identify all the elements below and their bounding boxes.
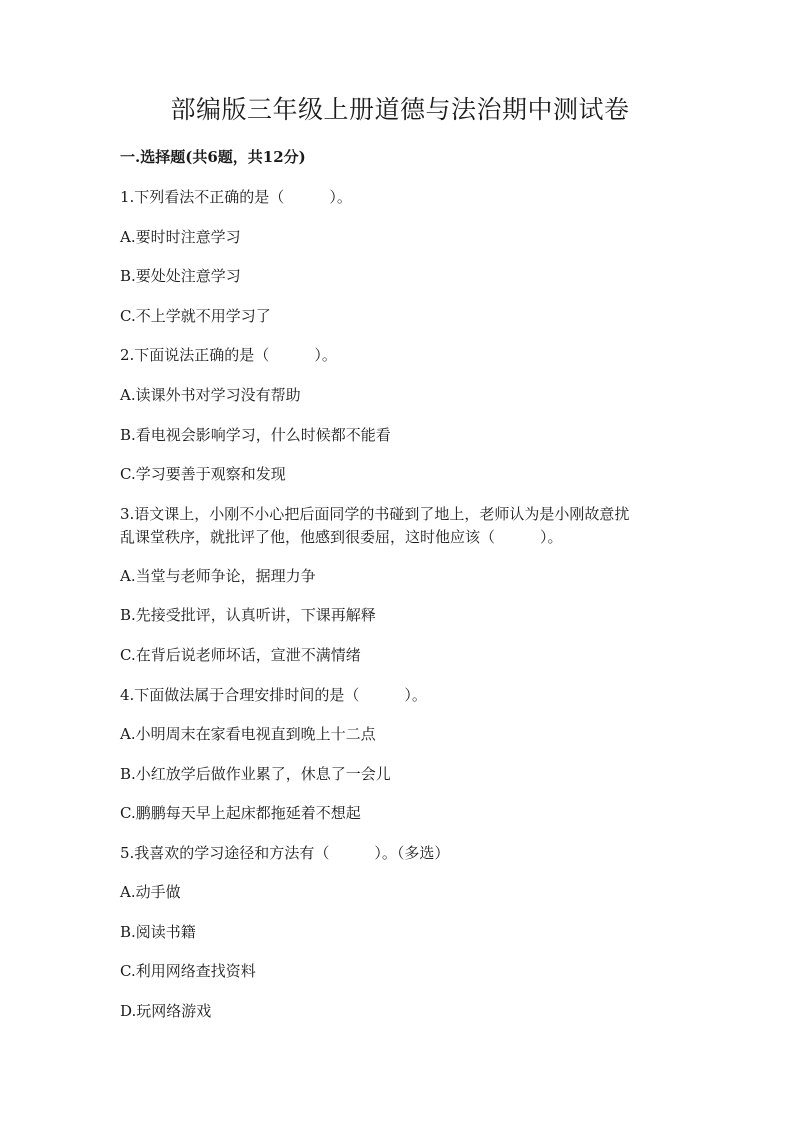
- question-4-option-b: B.小红放学后做作业累了，休息了一会儿: [120, 765, 391, 783]
- question-4-stem: 4.下面做法属于合理安排时间的是（ ）。: [120, 686, 427, 704]
- question-3-stem-line-2: 乱课堂秩序，就批评了他，他感到很委屈，这时他应该（ ）。: [120, 528, 563, 546]
- question-2-option-b: B.看电视会影响学习，什么时候都不能看: [120, 426, 391, 444]
- question-5-option-a: A.动手做: [120, 883, 181, 901]
- question-2-option-c: C.学习要善于观察和发现: [120, 465, 286, 483]
- page-title: 部编版三年级上册道德与法治期中测试卷: [170, 95, 630, 124]
- question-3-option-c: C.在背后说老师坏话，宣泄不满情绪: [120, 646, 361, 664]
- question-4-option-a: A.小明周末在家看电视直到晚上十二点: [120, 725, 376, 743]
- question-3-stem-line-1: 3.语文课上，小刚不小心把后面同学的书碰到了地上，老师认为是小刚故意扰: [120, 505, 630, 523]
- question-1-option-b: B.要处处注意学习: [120, 267, 241, 285]
- question-5-option-c: C.利用网络查找资料: [120, 962, 256, 980]
- section-heading: 一.选择题(共6题，共12分): [120, 148, 306, 166]
- question-3-option-b: B.先接受批评，认真听讲，下课再解释: [120, 606, 376, 624]
- question-1-option-c: C.不上学就不用学习了: [120, 307, 271, 325]
- question-2-option-a: A.读课外书对学习没有帮助: [120, 386, 301, 404]
- question-1-stem: 1.下列看法不正确的是（ ）。: [120, 188, 352, 206]
- question-5-stem: 5.我喜欢的学习途径和方法有（ ）。（多选）: [120, 844, 450, 862]
- question-4-option-c: C.鹏鹏每天早上起床都拖延着不想起: [120, 804, 361, 822]
- question-1-option-a: A.要时时注意学习: [120, 228, 241, 246]
- question-3-option-a: A.当堂与老师争论，据理力争: [120, 567, 316, 585]
- question-5-option-d: D.玩网络游戏: [120, 1002, 212, 1020]
- question-2-stem: 2.下面说法正确的是（ ）。: [120, 346, 337, 364]
- question-5-option-b: B.阅读书籍: [120, 923, 196, 941]
